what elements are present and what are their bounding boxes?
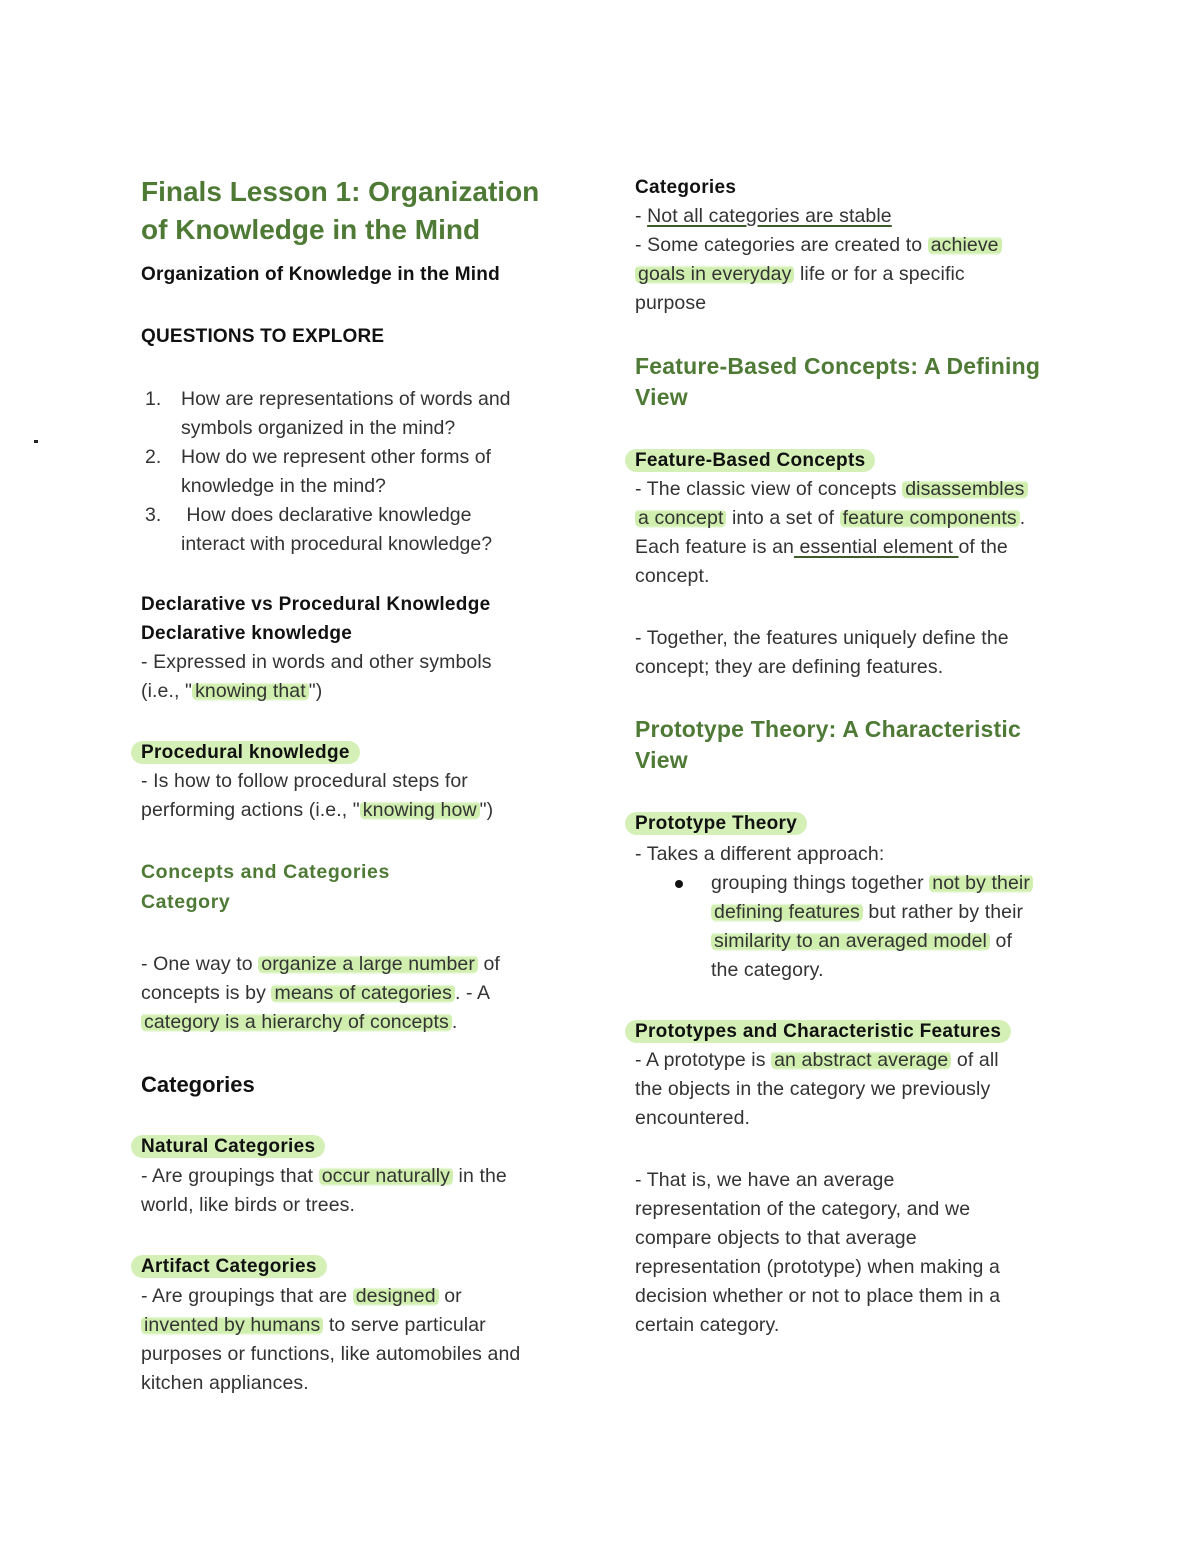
proto-title-line2: View: [635, 747, 688, 773]
concepts-heading: Concepts and Categories: [141, 861, 390, 883]
procedural-line1: - Is how to follow procedural steps for: [141, 770, 468, 792]
category-line3: category is a hierarchy of concepts .: [141, 1008, 457, 1037]
artifact-heading: Artifact Categories: [141, 1256, 327, 1278]
questions-heading: QUESTIONS TO EXPLORE: [141, 326, 385, 347]
declarative-line2: (i.e., " knowing that "): [141, 680, 323, 702]
artifact-line1: - Are groupings that are designed or: [141, 1285, 462, 1307]
fbc-heading: Feature-Based Concepts: [635, 450, 875, 472]
bullet-line1: grouping things together not by their: [711, 869, 1033, 898]
fbc-line4: concept.: [635, 565, 710, 587]
thatis-line4: representation (prototype) when making a: [635, 1256, 1000, 1278]
thatis-line2: representation of the category, and we: [635, 1198, 971, 1220]
categories-heading: Categories: [141, 1072, 255, 1097]
proto-heading: Prototype Theory: [635, 813, 807, 835]
natural-line1: - Are groupings that occur naturally in the: [141, 1165, 507, 1187]
some-line2: goals in everyday life or for a specific: [635, 260, 965, 289]
declarative-line1: - Expressed in words and other symbols: [141, 651, 492, 673]
doc-title-line2: of Knowledge in the Mind: [141, 214, 481, 245]
bullet-line4: the category.: [711, 959, 824, 981]
category-line2: concepts is by means of categories . - A: [141, 982, 491, 1004]
procedural-heading: Procedural knowledge: [141, 742, 360, 764]
pcf-line3: encountered.: [635, 1107, 751, 1129]
question-item: 2. How do we represent other forms of: [145, 446, 491, 468]
pcf-heading: Prototypes and Characteristic Features: [635, 1021, 1011, 1043]
natural-line2: world, like birds or trees.: [141, 1194, 356, 1216]
proto-line1: - Takes a different approach:: [635, 843, 885, 865]
fbc-line1: - The classic view of concepts disassembles: [635, 475, 1028, 504]
together-line1: - Together, the features uniquely define the: [635, 627, 1009, 649]
thatis-line6: certain category.: [635, 1314, 780, 1336]
artifact-line2: invented by humans to serve particular: [141, 1311, 486, 1340]
fbc-title-line1: Feature-Based Concepts: A Defining: [635, 353, 1041, 379]
stable-line: - Not all categories are stable: [635, 205, 892, 227]
bullet-line3: similarity to an averaged model of: [711, 927, 1012, 956]
fbc-title-line2: View: [635, 384, 688, 410]
question-item-cont: symbols organized in the mind?: [181, 417, 456, 439]
fbc-line2: a concept into a set of feature components .: [635, 504, 1025, 533]
some-line1: - Some categories are created to achieve: [635, 231, 1002, 260]
artifact-line4: kitchen appliances.: [141, 1372, 309, 1394]
some-line3: purpose: [635, 292, 707, 314]
natural-heading: Natural Categories: [141, 1136, 325, 1158]
doc-title-line1: Finals Lesson 1: Organization: [141, 176, 540, 207]
declarative-heading: Declarative knowledge: [141, 623, 353, 644]
question-item: 3. How does declarative knowledge: [145, 504, 472, 526]
stray-mark: [34, 440, 38, 443]
fbc-line3: Each feature is an essential element of the: [635, 536, 1008, 558]
pcf-line2: the objects in the category we previously: [635, 1078, 991, 1100]
thatis-line5: decision whether or not to place them in a: [635, 1285, 1001, 1307]
question-item-cont: knowledge in the mind?: [181, 475, 386, 497]
thatis-line3: compare objects to that average: [635, 1227, 917, 1249]
question-item-cont: interact with procedural knowledge?: [181, 533, 493, 555]
right-categories-heading: Categories: [635, 177, 737, 198]
thatis-line1: - That is, we have an average: [635, 1169, 895, 1191]
together-line2: concept; they are defining features.: [635, 656, 944, 678]
category-line1: - One way to organize a large number of: [141, 953, 500, 975]
doc-subtitle: Organization of Knowledge in the Mind: [141, 264, 500, 285]
pcf-line1: - A prototype is an abstract average of all: [635, 1049, 999, 1071]
artifact-line3: purposes or functions, like automobiles and: [141, 1343, 521, 1365]
bullet-line2: defining features but rather by their: [711, 898, 1023, 927]
category-heading: Category: [141, 891, 231, 913]
bullet-icon: [675, 880, 683, 888]
question-item: 1. How are representations of words and: [145, 388, 511, 410]
proto-title-line1: Prototype Theory: A Characteristic: [635, 716, 1021, 742]
dvp-heading: Declarative vs Procedural Knowledge: [141, 594, 491, 615]
procedural-line2: performing actions (i.e., " knowing how "): [141, 799, 494, 821]
